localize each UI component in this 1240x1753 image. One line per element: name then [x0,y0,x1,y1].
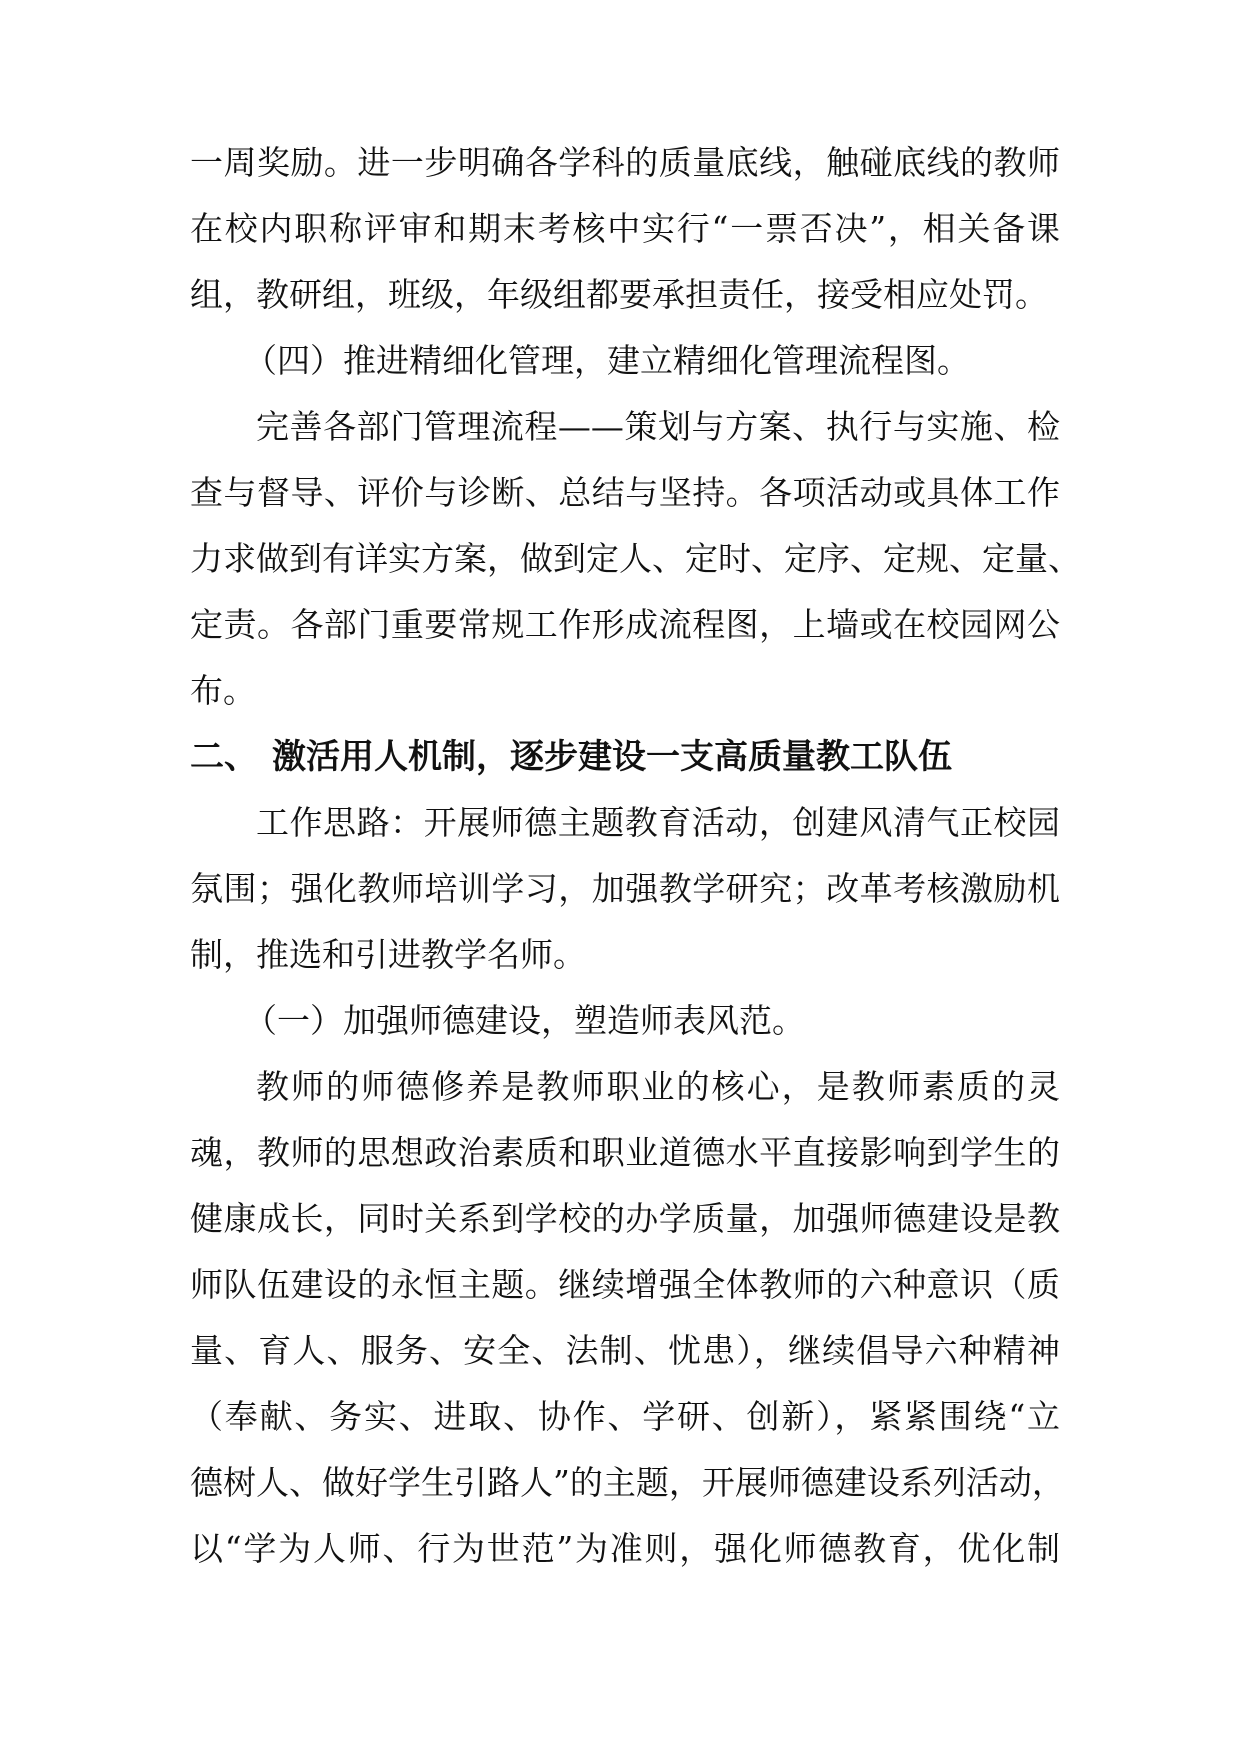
paragraph-line: 量、育人、服务、安全、法制、忧患），继续倡导六种精神 [190,1331,1060,1370]
paragraph-line: 查与督导、评价与诊断、总结与坚持。各项活动或具体工作 [190,473,1060,512]
paragraph-line: 力求做到有详实方案，做到定人、定时、定序、定规、定量、 [190,539,1081,578]
paragraph-line: 以“学为人师、行为世范”为准则，强化师德教育，优化制 [190,1529,1060,1568]
paragraph-line: 氛围；强化教师培训学习，加强教学研究；改革考核激励机 [190,869,1060,908]
section-heading [190,724,952,790]
paragraph-line: 在校内职称评审和期末考核中实行“一票否决”，相关备课 [190,209,1060,248]
paragraph-line: 德树人、做好学生引路人”的主题，开展师德建设系列活动， [190,1463,1065,1502]
paragraph-line: （奉献、务实、进取、协作、学研、创新），紧紧围绕“立 [190,1397,1060,1436]
paragraph-line: 组，教研组，班级，年级组都要承担责任，接受相应处罚。 [190,275,1048,314]
subsection-heading: （一）加强师德建设，塑造师表风范。 [244,1001,805,1040]
paragraph-line: 健康成长，同时关系到学校的办学质量，加强师德建设是教 [190,1199,1060,1238]
subsection-heading: （四）推进精细化管理，建立精细化管理流程图。 [244,341,970,380]
paragraph-line: 魂，教师的思想政治素质和职业道德水平直接影响到学生的 [190,1133,1060,1172]
paragraph-line: 制，推选和引进教学名师。 [190,935,586,974]
paragraph-line: 师队伍建设的永恒主题。继续增强全体教师的六种意识（质 [190,1265,1060,1304]
paragraph-line: 定责。各部门重要常规工作形成流程图，上墙或在校园网公 [190,605,1060,644]
paragraph-line: 一周奖励。进一步明确各学科的质量底线，触碰底线的教师 [190,143,1060,182]
paragraph-line: 布。 [190,671,256,710]
paragraph-line: 教师的师德修养是教师职业的核心，是教师素质的灵 [256,1067,1060,1106]
paragraph-line: 完善各部门管理流程——策划与方案、执行与实施、检 [256,407,1060,446]
section-title: 激活用人机制，逐步建设一支高质量教工队伍 [272,737,952,777]
section-number: 二、 [190,737,258,777]
paragraph-line: 工作思路：开展师德主题教育活动，创建风清气正校园 [256,803,1060,842]
